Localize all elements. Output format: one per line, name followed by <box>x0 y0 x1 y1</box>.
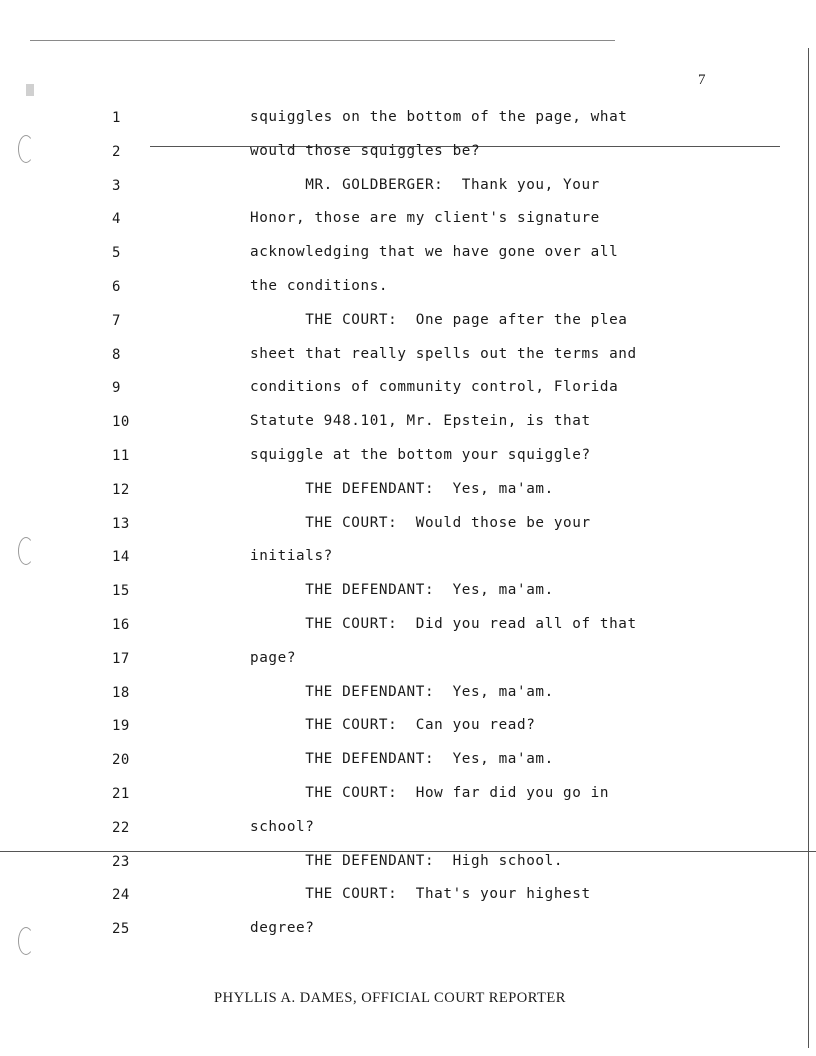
line-text: THE COURT: Would those be your <box>250 515 591 531</box>
line-text: the conditions. <box>250 278 389 294</box>
line-text: Honor, those are my client's signature <box>250 210 600 226</box>
line-number: 5 <box>112 245 121 261</box>
line-text: would those squiggles be? <box>250 143 481 159</box>
line-text: THE DEFENDANT: Yes, ma'am. <box>250 751 554 767</box>
reporter-footer: PHYLLIS A. DAMES, OFFICIAL COURT REPORTER <box>214 990 566 1006</box>
line-number: 18 <box>112 685 130 701</box>
line-text: THE DEFENDANT: Yes, ma'am. <box>250 582 554 598</box>
line-text: THE DEFENDANT: Yes, ma'am. <box>250 481 554 497</box>
line-number: 23 <box>112 854 130 870</box>
punch-hole-icon <box>18 927 34 955</box>
line-text: conditions of community control, Florida <box>250 379 619 395</box>
line-number: 3 <box>112 178 121 194</box>
line-number: 1 <box>112 110 121 126</box>
line-number: 13 <box>112 516 130 532</box>
line-number: 7 <box>112 313 121 329</box>
line-text: squiggles on the bottom of the page, what <box>250 109 628 125</box>
line-number: 22 <box>112 820 130 836</box>
line-number: 25 <box>112 921 130 937</box>
line-number: 11 <box>112 448 130 464</box>
punch-hole-icon <box>18 135 34 163</box>
line-text: THE COURT: That's your highest <box>250 886 591 902</box>
line-text: THE DEFENDANT: Yes, ma'am. <box>250 684 554 700</box>
punch-hole-icon <box>18 537 34 565</box>
line-number: 16 <box>112 617 130 633</box>
line-text: school? <box>250 819 315 835</box>
line-text: initials? <box>250 548 333 564</box>
line-text: MR. GOLDBERGER: Thank you, Your <box>250 177 600 193</box>
line-number: 2 <box>112 144 121 160</box>
line-text: THE DEFENDANT: High school. <box>250 853 564 869</box>
line-text: THE COURT: How far did you go in <box>250 785 610 801</box>
line-text: degree? <box>250 920 315 936</box>
line-text: THE COURT: Can you read? <box>250 717 536 733</box>
line-text: Statute 948.101, Mr. Epstein, is that <box>250 413 591 429</box>
page-number: 7 <box>698 72 706 88</box>
line-text: THE COURT: Did you read all of that <box>250 616 637 632</box>
line-text: acknowledging that we have gone over all <box>250 244 619 260</box>
scan-artifact <box>26 84 34 96</box>
line-number: 14 <box>112 549 130 565</box>
line-number: 17 <box>112 651 130 667</box>
line-number: 4 <box>112 211 121 227</box>
horizontal-rule <box>0 851 816 852</box>
line-number: 21 <box>112 786 130 802</box>
line-number: 10 <box>112 414 130 430</box>
line-number: 24 <box>112 887 130 903</box>
line-number: 15 <box>112 583 130 599</box>
top-rule <box>30 40 615 41</box>
line-number: 20 <box>112 752 130 768</box>
line-text: page? <box>250 650 297 666</box>
line-number: 8 <box>112 347 121 363</box>
line-text: squiggle at the bottom your squiggle? <box>250 447 591 463</box>
line-text: THE COURT: One page after the plea <box>250 312 628 328</box>
right-margin-border <box>808 48 809 1048</box>
line-number: 6 <box>112 279 121 295</box>
line-text: sheet that really spells out the terms and <box>250 346 637 362</box>
line-number: 19 <box>112 718 130 734</box>
line-number: 9 <box>112 380 121 396</box>
line-number: 12 <box>112 482 130 498</box>
